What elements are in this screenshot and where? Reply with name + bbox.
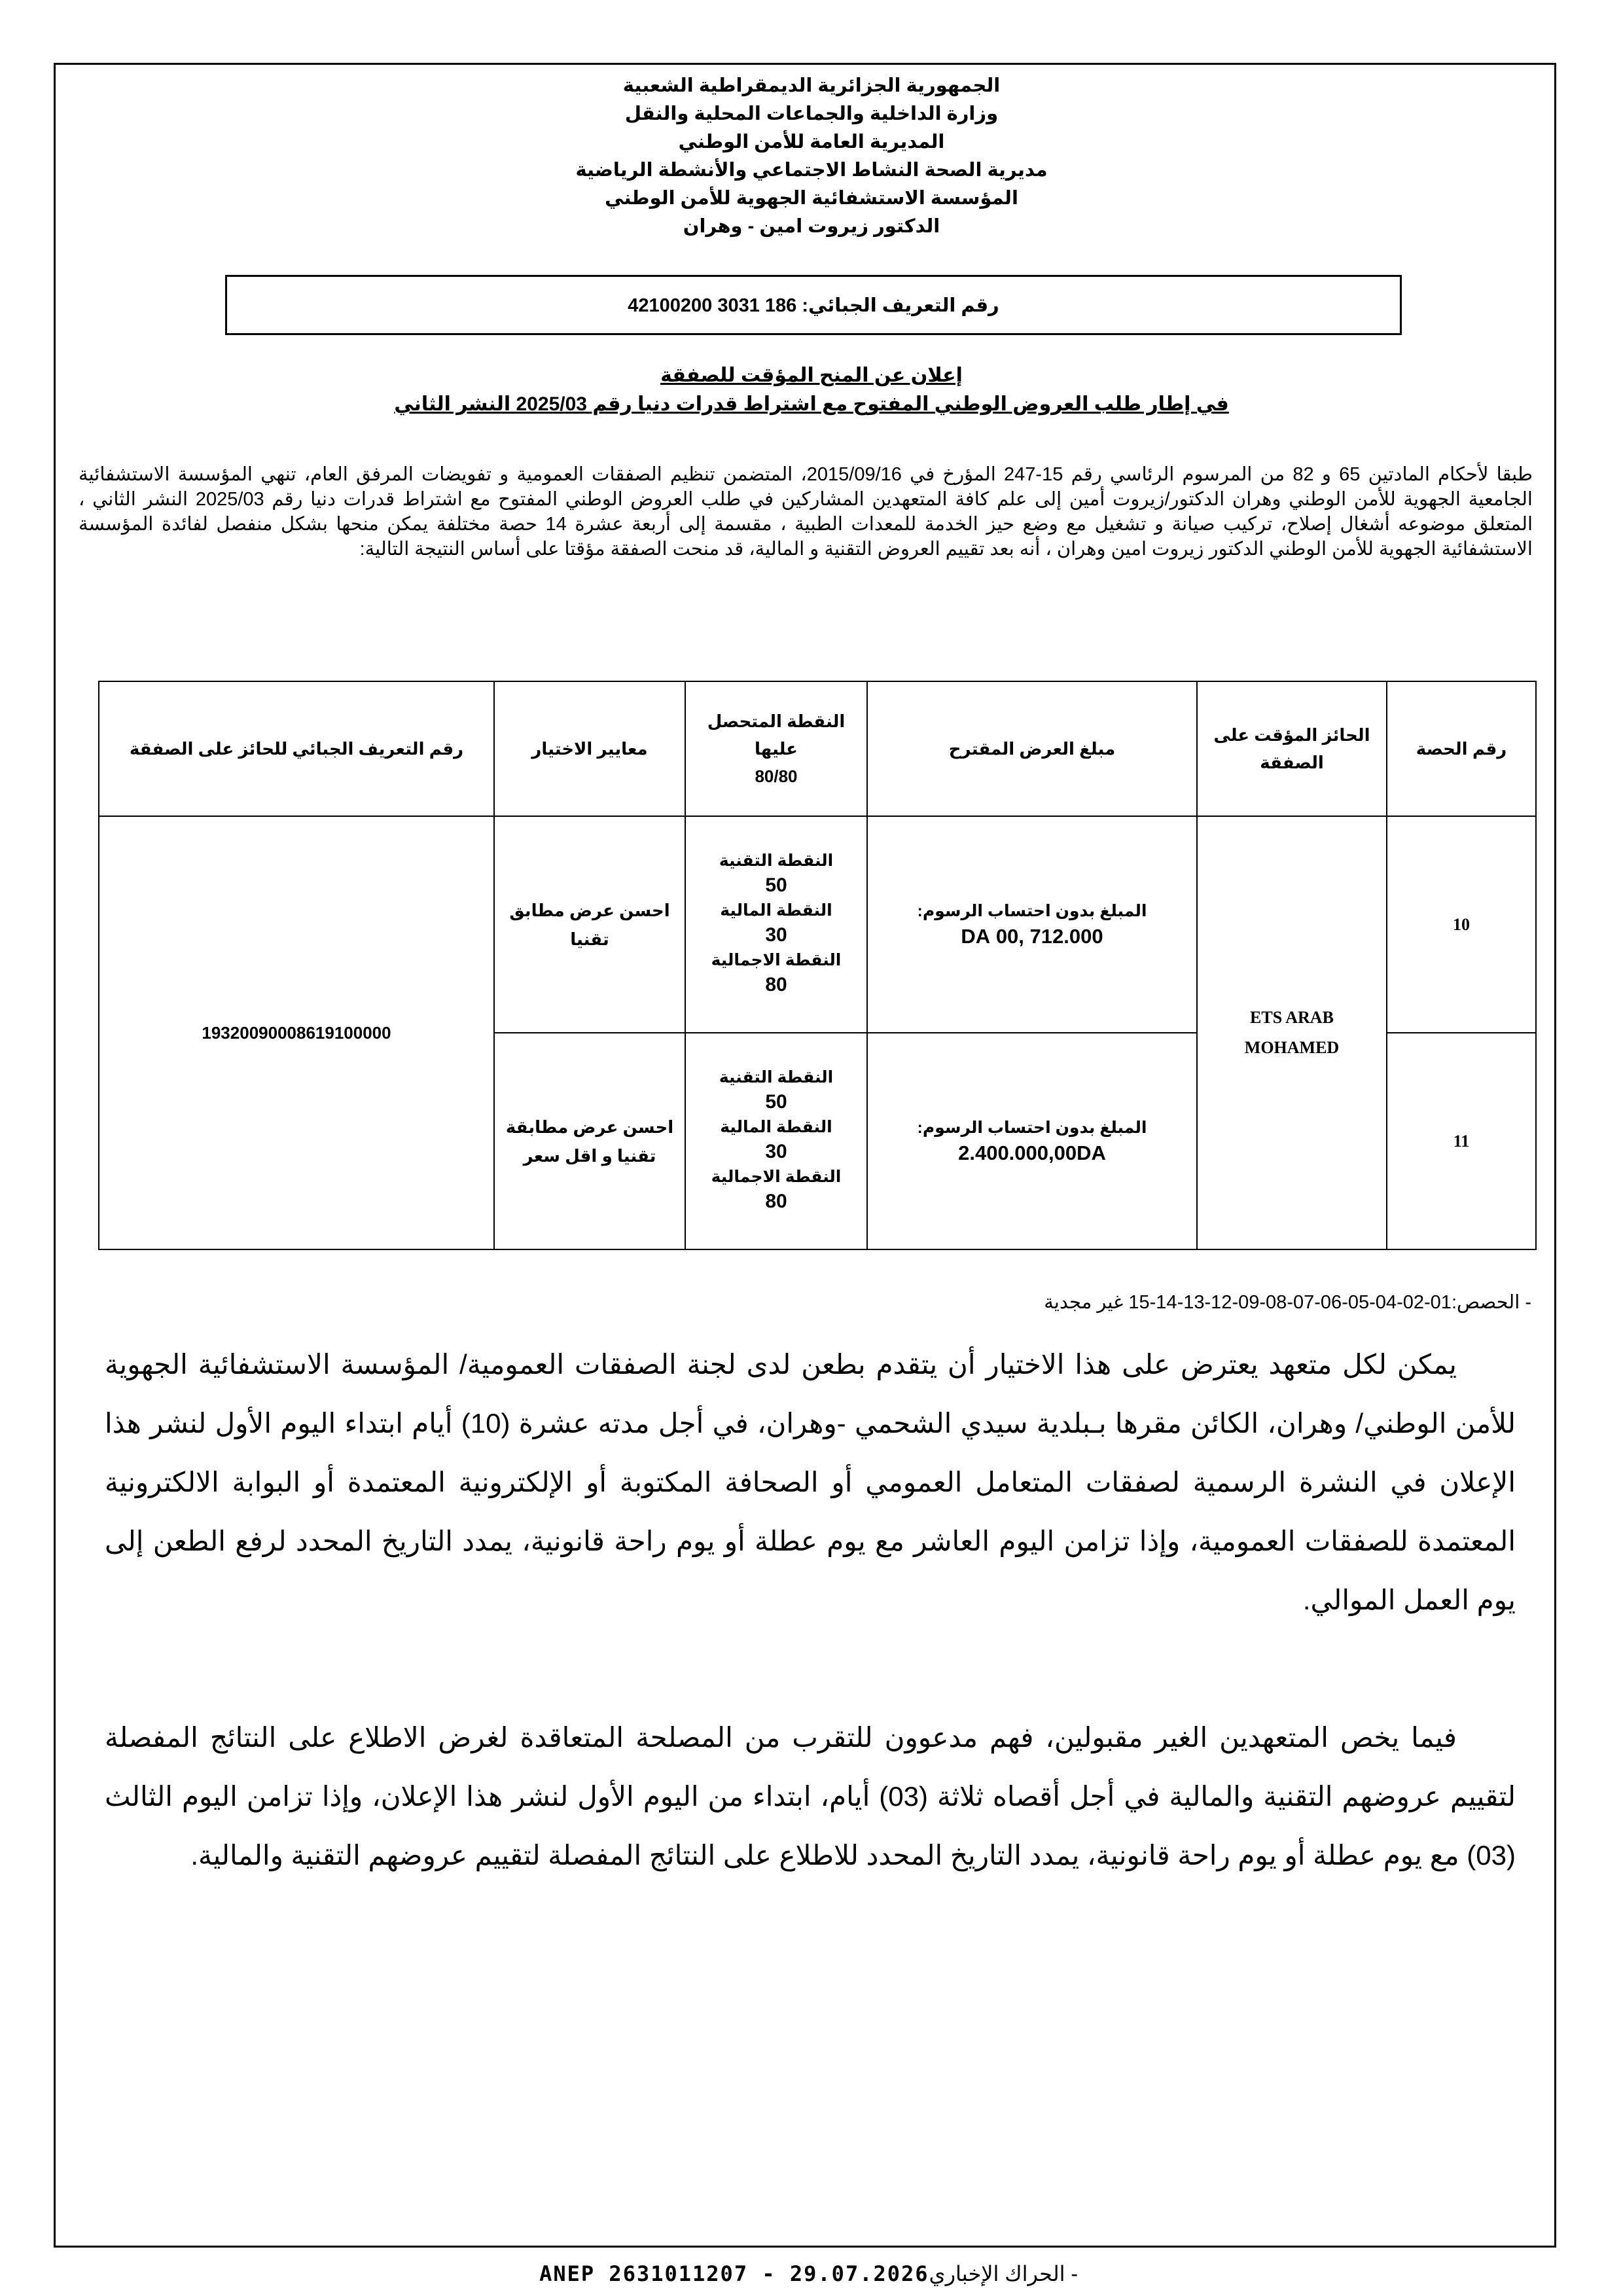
amount-label: المبلغ بدون احتساب الرسوم: xyxy=(917,1118,1147,1137)
total-score-value: 80 xyxy=(765,973,787,996)
header-score-max: 80/80 xyxy=(755,766,798,786)
letterhead-line-republic: الجمهورية الجزائرية الديمقراطية الشعبية xyxy=(622,75,1001,96)
amount-value: 2.400.000,00DA xyxy=(958,1141,1106,1164)
title-line-2: في إطار طلب العروض الوطني المفتوح مع اشتراط قدرات دنيا رقم 2025/03 النشر الثاني xyxy=(394,393,1229,415)
announcement-title xyxy=(0,361,1623,419)
tech-score-value: 50 xyxy=(765,1090,787,1113)
lot-number: 11 xyxy=(1387,1033,1536,1249)
fin-score-label: النقطة المالية xyxy=(720,1117,832,1136)
intro-paragraph: طبقا لأحكام المادتين 65 و 82 من المرسوم الرئاسي رقم 15-247 المؤرخ في 2015/09/16، المتضمن تنظيم الصفقات العمومية و تفويضات المرفق العام، تنهي المؤسسة الاستشفائية الجامعية الجهوية للأمن الوطني وهران الدكتور/زيروت أمين إلى علم كافة المتعهدين المشاركين في طلب العروض الوطني المفتوح مع اشتراط قدرات دنيا رقم 2025/03 النشر الثاني ، المتعلق موضوعه أشغال إصلاح، تركيب صيانة و تشغيل مع وضع حيز الخدمة للمعدات الطبية ، مقسمة إلى أربعة عشرة 14 حصة مختلفة يمكن منحها بشكل منفصل لفائدة المؤسسة الاستشفائية الجهوية للأمن الوطني الدكتور زيروت امين وهران ، أنه بعد تقييم العروض التقنية و المالية، قد منحت الصفقة مؤقتا على أساس النتيجة التالية: xyxy=(79,464,1533,560)
tech-score-value: 50 xyxy=(765,874,787,896)
letterhead-line-directorate: مديرية الصحة النشاط الاجتماعي والأنشطة الرياضية xyxy=(575,160,1048,181)
anep-reference: ANEP 2631011207 - 29.07.2026 xyxy=(539,2261,929,2286)
score-cell xyxy=(685,1033,867,1249)
header-holder: الحائز المؤقت على الصفقة xyxy=(1197,681,1387,816)
publication-footer xyxy=(0,2261,1623,2286)
table-row xyxy=(99,816,1536,1033)
fin-score-value: 30 xyxy=(765,1140,787,1162)
unsuccessful-lots-note: - الحصص:01-02-04-05-06-07-08-09-12-13-14-15 غير مجدية xyxy=(1044,1292,1531,1313)
header-tax-id: رقم التعريف الجبائي للحائز على الصفقة xyxy=(99,681,494,816)
holder-tax-id: 19320090008619100000 xyxy=(99,816,494,1249)
amount-label: المبلغ بدون احتساب الرسوم: xyxy=(917,901,1147,920)
score-cell xyxy=(685,816,867,1033)
tax-id-text: رقم التعريف الجبائي: 186 3031 42100200 xyxy=(628,295,999,316)
criteria-cell: احسن عرض مطابق تقنيا xyxy=(494,816,685,1033)
header-criteria: معايير الاختيار xyxy=(494,681,685,816)
fin-score-value: 30 xyxy=(765,924,787,946)
table-header-row xyxy=(99,681,1536,816)
header-amount: مبلغ العرض المقترح xyxy=(867,681,1197,816)
amount-cell xyxy=(867,1033,1197,1249)
total-score-value: 80 xyxy=(765,1190,787,1212)
fin-score-label: النقطة المالية xyxy=(720,901,832,920)
letterhead-line-city: الدكتور زيروت امين - وهران xyxy=(683,216,940,237)
amount-value: 712.000 ,00 DA xyxy=(961,924,1103,948)
tech-score-label: النقطة التقنية xyxy=(719,1067,834,1086)
holder-name: ETS ARAB MOHAMED xyxy=(1197,816,1387,1249)
header-score-label: النقطة المتحصل عليها xyxy=(707,711,846,759)
letterhead-line-ministry: وزارة الداخلية والجماعات المحلية والنقل xyxy=(624,103,999,124)
criteria-cell: احسن عرض مطابقة تقنيا و اقل سعر xyxy=(494,1033,685,1249)
award-table xyxy=(98,681,1537,1250)
lot-number: 10 xyxy=(1387,816,1536,1033)
rejected-bidders-paragraph: فيما يخص المتعهدين الغير مقبولين، فهم مدعوون للتقرب من المصلحة المتعاقدة لغرض الاطلاع على النتائج المفصلة لتقييم عروضهم التقنية والمالية في أجل أقصاه ثلاثة (03) أيام، ابتداء من اليوم الأول لنشر هذا الإعلان، وإذا تزامن اليوم الثالث (03) مع يوم عطلة أو يوم راحة قانونية، يمدد التاريخ المحدد للاطلاع على النتائج المفصلة لتقييم عروضهم التقنية والمالية. xyxy=(105,1722,1516,1871)
tax-id-box xyxy=(225,275,1402,335)
amount-cell xyxy=(867,816,1197,1033)
header-lot: رقم الحصة xyxy=(1387,681,1536,816)
letterhead-line-institution: المؤسسة الاستشفائية الجهوية للأمن الوطني xyxy=(605,188,1018,209)
title-line-1: إعلان عن المنح المؤقت للصفقة xyxy=(660,365,963,386)
tech-score-label: النقطة التقنية xyxy=(719,851,834,870)
letterhead-line-directorate-general: المديرية العامة للأمن الوطني xyxy=(678,132,945,152)
letterhead xyxy=(0,72,1623,241)
appeal-paragraph: يمكن لكل متعهد يعترض على هذا الاختيار أن يتقدم بطعن لدى لجنة الصفقات العمومية/ المؤسسة الاستشفائية الجهوية للأمن الوطني/ وهران، الكائن مقرها بـبلدية سيدي الشحمي -وهران، في أجل مدته عشرة (10) أيام ابتداء اليوم الأول لنشر هذا الإعلان في النشرة الرسمية لصفقات المتعامل العمومي أو الصحافة المكتوبة أو الإلكترونية المعتمدة أو البوابة الالكترونية المعتمدة للصفقات العمومية، وإذا تزامن اليوم العاشر مع يوم عطلة أو يوم راحة قانونية، يمدد التاريخ المحدد لرفع الطعن إلى يوم العمل الموالي. xyxy=(105,1349,1516,1615)
total-score-label: النقطة الاجمالية xyxy=(711,950,842,969)
total-score-label: النقطة الاجمالية xyxy=(711,1167,842,1186)
publisher-name: - الحراك الإخباري xyxy=(929,2262,1084,2286)
header-score xyxy=(685,681,867,816)
